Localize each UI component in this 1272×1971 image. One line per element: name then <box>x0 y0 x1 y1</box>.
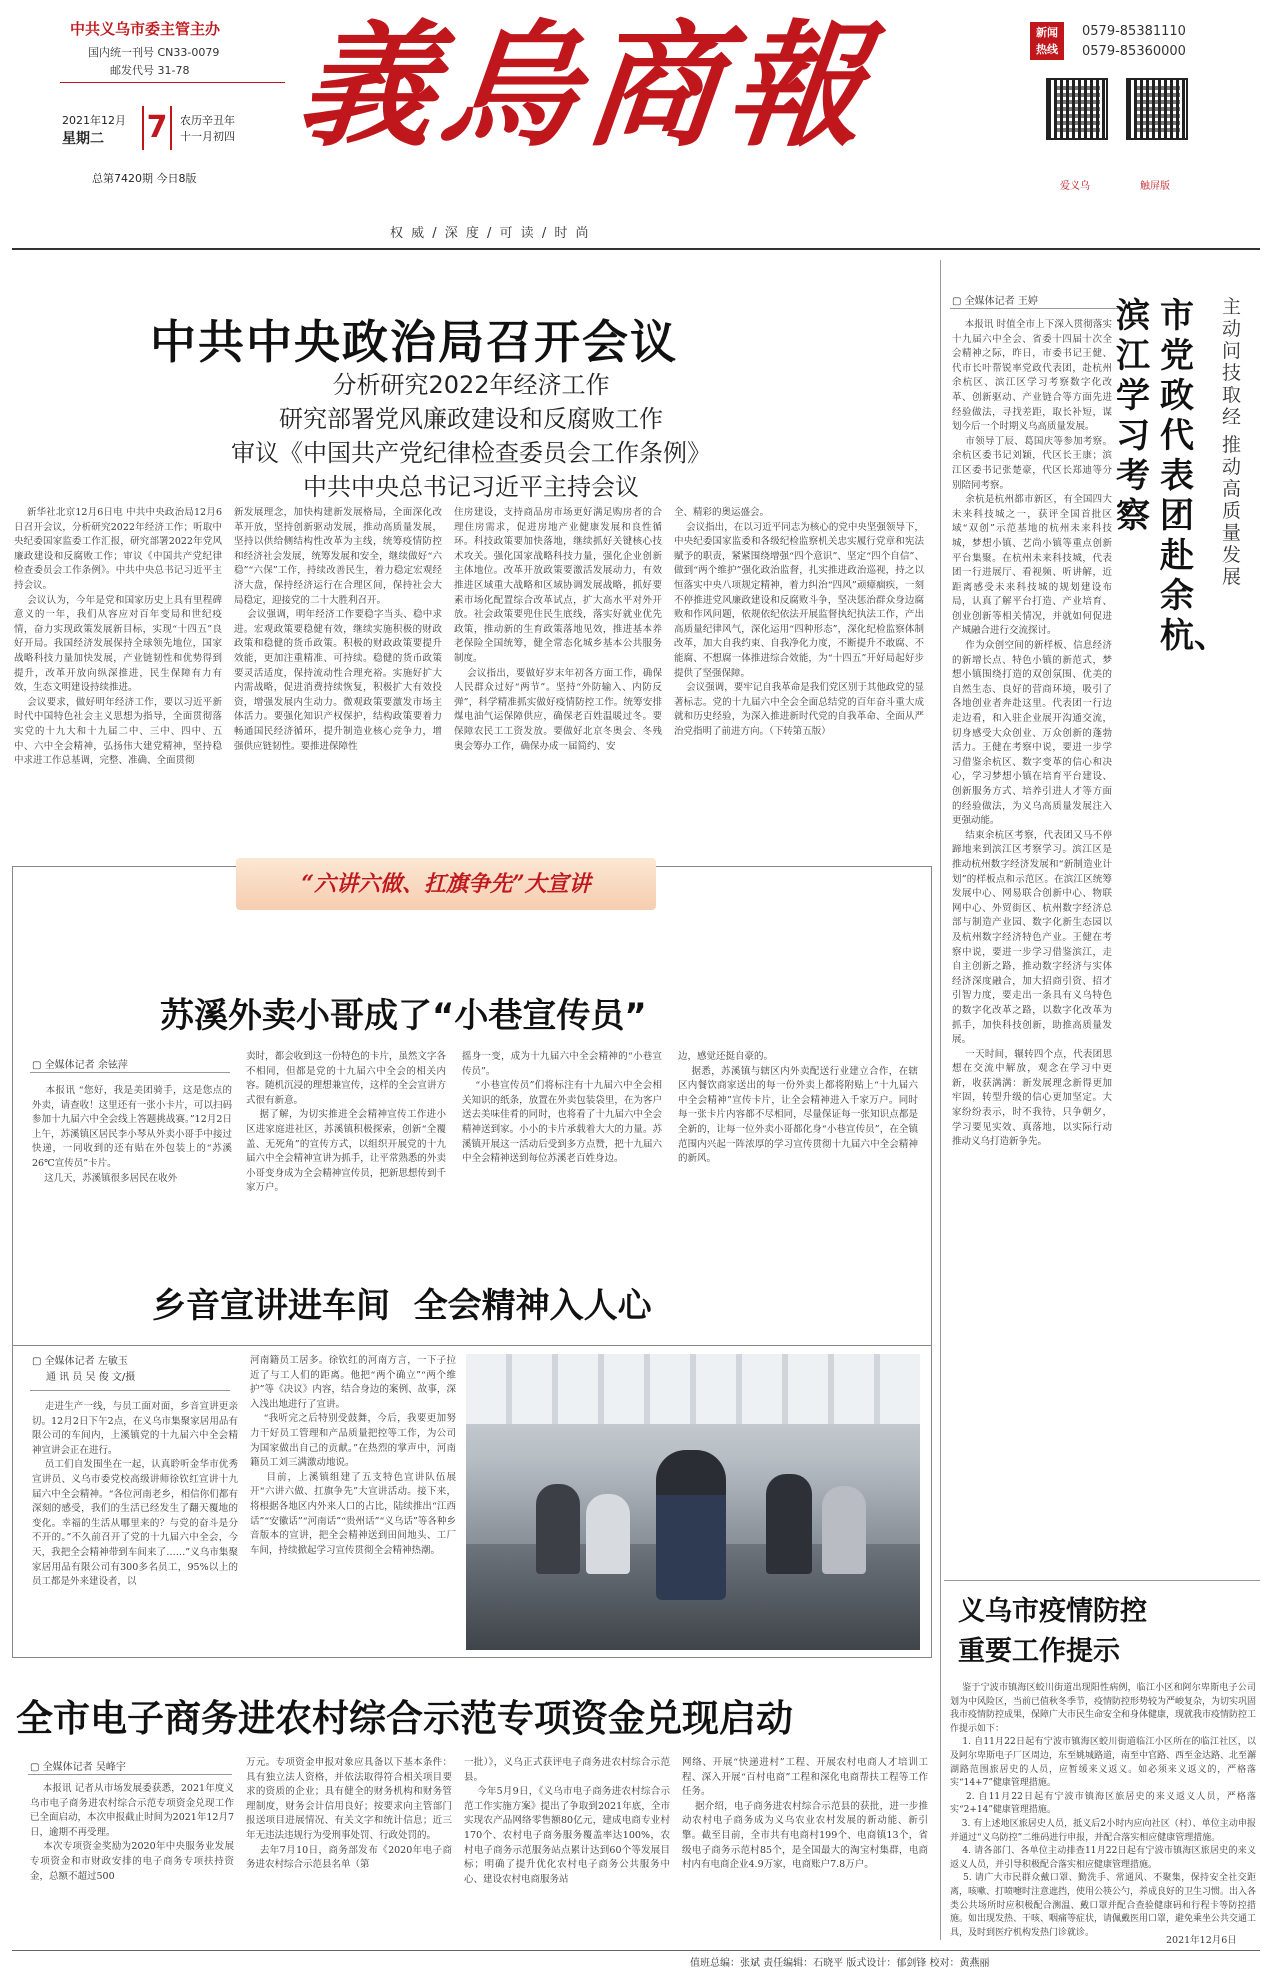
photo-listener-4 <box>822 1486 866 1574</box>
campaign-banner <box>236 858 656 910</box>
lead-column-2: 新发展理念，加快构建新发展格局，全面深化改革开放，坚持创新驱动发展，推动高质量发展，坚持以供给侧结构性改革为主线，统筹疫情防控和经济社会发展，统筹发展和安全，继续做好“六稳”“六保”工作，持续改善民生，着力稳定宏观经济大盘，保持经济运行在合理区间，保持社会大局稳定，迎接党的二十大胜利召开。 会议强调，明年经济工作要稳字当头、稳中求进。宏观政策要稳健有效，继续实施积极的财政政策和稳健的货币政策。积极的财政政策要提升效能，更加注重精准、可持续。稳健的货币政策要灵活适度，保持流动性合理充裕。实施好扩大内需战略，促进消费持续恢复，积极扩大有效投资，增强发展内生动力。微观政策要激发市场主体活力。要强化知识产权保护，结构政策要着力畅通国民经济循环，提升制造业核心竞争力，增强供应链韧性。要推进保障性 <box>234 507 442 752</box>
date-year-month: 2021年12月 <box>62 114 126 127</box>
hotline-label-1: 新闻 <box>1036 26 1058 39</box>
story2-column-3: 摇身一变，成为十九届六中全会精神的“小巷宣传员”。 “小巷宣传员”们将标注有十九届六中全会相关知识的纸条，放置在外卖包装袋里，在为客户送去美味佳肴的同时，也将看了十九届六中全会精神送到家。小小的卡片承载着大大的力量。苏溪镇开展这一活动后受到多方点赞，把十九届六中全会精神送到每位苏溪老百姓身边。 <box>462 1051 662 1165</box>
story5-body-top: 本报讯 时值全市上下深入贯彻落实十九届六中全会、省委十四届十次全会精神之际，昨日，市委书记王健、代市长叶帮锐率党政代表团，赴杭州余杭区、滨江区学习考察数字化改革、创新驱动、产业链合等方面先进经验做法，寻找差距，取长补短，谋划今后一个时期义乌高质量发展。 市领导丁辰、葛国庆等参加考察。余杭区委书记刘颖，代区长王康；滨江区委书记张楚豪，代区长郑迪等分别陪同考察。 余杭是杭州都市新区，有全国四大未来科技城之一，获评全国首批区域“双创”示范基地的杭州未来科技城，梦想小镇、艺尚小镇等重点创新平台集聚。在杭州未来科技城，代表团一行进展厅、看视频、听讲解，近距离感受未来科技城的规划建设布局，认真了解平台打造、产业培育、创业创新等相关情况，并就如何促进产城融合进行交流探讨。 作为众创空间的新样板、信息经济的新增长点、特色小镇的新范式，梦想小镇围绕打造的双创氛围、优美的自然生态、良好的营商环境，吸引了各地创业者奔赴这里。代表团一行边走边看，和入驻企业展开沟通交流，切身感受大众创业、万众创新的蓬勃活力。王健在考察中说，要进一步学习借鉴余杭区、数字变革的信心和决心，学习梦想小镇在培育平台建设、创新服务方式、培养引进人才等方面的经验做法，为义乌高质量发展注入更强动能。 结束余杭区考察，代表团又马不停蹄地来到滨江区考察学习。滨江区是推动杭州数字经济发展和“新制造业计划”的样板点和示范区。在滨江区统筹发展中心、网易联合创新中心、物联网中心、外贸街区、杭州数字经济总部与制造产业园、数字化新生态园以及杭州数字经济特色产业。王健在考察中说，要进一步学习借鉴滨江，走自主创新之路，推动数字经济与实体经济深度融合，加大招商引资、招才引智力度，要走出一条具有义乌特色的数字化改革之路，以数字化改革为抓手，加快科技创新，助推高质量发展。 一天时间，辗转四个点，代表团思想在交流中解放，观念在学习中更新，收获满满：新发展理念新得更加牢固，转型升级的信心更加坚定。大家纷纷表示，时不我待，只争朝夕，学习要见实效、真落地，以实际行动推动义乌打造新争先。 <box>952 319 1112 1148</box>
slogan: 权 威 / 深 度 / 可 读 / 时 尚 <box>390 226 591 241</box>
story5-subhead-1: 主动问技取经 <box>1222 296 1242 428</box>
factory-photo <box>466 1354 920 1650</box>
story5-headline-1: 市党政代表团赴余杭、 <box>1160 296 1228 656</box>
hotline-label-2: 热线 <box>1036 43 1058 56</box>
lead-subhead-2: 研究部署党风廉政建设和反腐败工作 <box>279 405 663 433</box>
story3-byline <box>32 1354 135 1386</box>
lead-subhead-1: 分析研究2022年经济工作 <box>332 371 610 399</box>
story2-byline-text: 全媒体记者 余铉萍 <box>44 1060 128 1071</box>
photo-listener-3 <box>766 1474 812 1574</box>
story6-headline-2: 重要工作提示 <box>958 1636 1120 1667</box>
story4-byline-text: 全媒体记者 吴峰宇 <box>42 1762 126 1773</box>
story4-column-2: 万元。专项资金申报对象应具备以下基本条件：具有独立法人资格，并依法取得符合相关项目要求的资质的企业；具有健全的财务机构和财务管理制度，财务会计信用良好；按要求向主管部门报送项目进展情况、有关文字和统计信息；近三年无违法违规行为受刑事处罚、行政处罚的。 去年7月10日，商务部发布《2020年电子商务进农村综合示范县名单（第 <box>246 1757 452 1871</box>
camera-icon: ▢ <box>30 1762 43 1773</box>
qr2-label: 触屏版 <box>1140 181 1170 192</box>
lead-column-4: 全、精彩的奥运盛会。 会议指出，在以习近平同志为核心的党中央坚强领导下，中央纪委国家监委和各级纪检监察机关忠实履行党章和宪法赋予的职责，紧紧围绕增强“四个意识”、坚定“四个自信”、做到“两个维护”强化政治监督，扎实推进政治巡视，持之以恒落实中央八项规定精神，着力纠治“四风”顽瘴痼疾，一刻不停推进党风廉政建设和反腐败斗争，坚决惩治群众身边腐败和作风问题，依规依纪依法开展监督执纪执法工作，产出高质量纪律风气，深化运用“四种形态”，深化纪检监察体制改革，加大自我约束、自我净化力度，不断提升不敢腐、不能腐、不想腐一体推进综合效能，为“十四五”开好局起好步提供了坚强保障。 会议强调，要牢记自我革命是我们党区别于其他政党的显著标志。党的十九届六中全会全面总结党的百年奋斗重大成就和历史经验，为深入推进新时代党的自我革命、全面从严治党指明了前进方向。（下转第五版） <box>674 507 924 737</box>
camera-icon: ▢ <box>32 1356 45 1367</box>
phone-2: 0579-85360000 <box>1082 44 1186 59</box>
lead-subheads <box>12 368 930 504</box>
story6-body: 鉴于宁波市镇海区蛟川街道出现阳性病例，临江小区和阿尔卑斯电子公司划为中风险区，当前已值秋冬季节，疫情防控形势较为严峻复杂，为切实巩固我市疫情防控成果，保障广大市民生命安全和身体健康，现就我市疫情防控工作提示如下： 1. 自11月22日起有宁波市镇海区蛟川街道临江小区所在的临江社区，以及阿尔卑斯电子厂区周边，东至姚城路道，南至中官路、西至金达路、北至澥湖路范围旅居史的人员，应暂缓来义返义。如必须来义返义的，严格落实“14+7”健康管理措施。 2. 自11月22日起有宁波市镇海区旅居史的来义返义人员，严格落实“2+14”健康管理措施。 3. 有上述地区旅居史人员，抵义后2小时内应向社区（村）、单位主动申报并通过“义乌防控”二维码进行申报，并配合落实相应健康管理措施。 4. 请各部门、各单位主动排查11月22日起有宁波市镇海区旅居史的来义返义人员，并引导积极配合落实相应健康管理措施。 5. 请广大市民群众戴口罩、勤洗手、常通风、不聚集，保持安全社交距离，咳嗽、打喷嚏时注意遮挡，使用公筷公勺，养成良好的卫生习惯。出入各类公共场所时应积极配合测温、戴口罩并配合查验健康码和行程卡等防控措施。如出现发热、干咳、咽痛等症状，请佩戴医用口罩，避免乘坐公共交通工具，及时到医疗机构发热门诊就诊。 <box>950 1683 1257 1938</box>
newspaper-title: 義烏商報 <box>291 6 881 165</box>
weekday: 星期二 <box>62 131 104 147</box>
footer-credits: 值班总编：张斌 责任编辑：石晓平 版式设计：郁剑锋 校对：黄燕丽 <box>690 1958 990 1969</box>
story4-byline-rule <box>28 1774 232 1775</box>
story5-subhead <box>1222 296 1244 588</box>
story2-column-2: 卖时，都会收到这一份特色的卡片，虽然文字各不相同，但都是党的十九届六中全会的相关内容。随机沉浸的理想兼宣传，这样的全会宣讲方式很有新意。 据了解，为切实推进全会精神宣传工作进小区进家庭进社区，苏溪镇积极探索，创新“全覆盖、无死角”的宣传方式，以组织开展党的十九届六中全会精神宣讲为抓手，让平常熟悉的外卖小哥变身成为全会精神宣传员，把新思想传到千家万户。 <box>246 1051 446 1194</box>
story3-byline-1: 全媒体记者 左敏玉 <box>44 1356 128 1367</box>
lunar-year: 农历辛丑年 <box>180 114 235 127</box>
story3-column-1: 走进生产一线，与员工面对面，乡音宣讲更亲切。12月2日下午2点，在义乌市集聚家居用品有限公司的车间内，上溪镇党的十九届六中全会精神宣讲会正在进行。 员工们自发围坐在一起，认真聆听金华市优秀宣讲员、义乌市委党校高级讲师徐钦红宣讲十九届六中全会精神。“各位河南老乡，相信你们都有深刻的感受，我们的生活已经发生了翻天覆地的变化。幸福的生活从哪里来的？与党的奋斗是分不开的。”不久前召开了党的十九届六中全会，今天，我把全会精神带到车间来了……”义乌市集聚家居用品有限公司有300多名员工，95%以上的员工都是外来建设者，以 <box>32 1401 238 1588</box>
photo-speaker <box>656 1450 726 1600</box>
qr1-label: 爱义乌 <box>1060 181 1090 192</box>
qr-code-icon <box>1126 78 1188 140</box>
story5-subhead-2: 推动高质量发展 <box>1222 434 1242 588</box>
phone-1: 0579-85381110 <box>1082 24 1186 39</box>
story5-headline <box>1160 296 1228 656</box>
sponsor: 中共义乌市委主管主办 <box>70 20 221 38</box>
story3-headline: 乡音宣讲进车间 全会精神入人心 <box>152 1286 652 1326</box>
date-day: 7 <box>142 106 172 150</box>
story3-column-2: 河南籍员工居多。徐钦红的河南方言，一下子拉近了与工人们的距离。他把“两个确立”“两个维护”等《决议》内容，结合身边的案例、故事，深入浅出地进行了宣讲。 “我听完之后特别受鼓舞，今后，我要更加努力干好员工管理和产品质量把控等工作，为公司为国家做出自己的贡献。”在热烈的掌声中，河南籍员工刘三满激动地说。 目前，上溪镇组建了五支特色宣讲队伍展开“六讲六做、扛旗争先”大宣讲活动。接下来，将根据各地区内外来人口的占比，陆续推出“江西话”“安徽话”“河南话”“贵州话”“义乌话”等各种乡音版本的宣讲，把全会精神送到田间地头、工厂车间，持续掀起学习宣传贯彻全会精神热潮。 <box>250 1355 456 1556</box>
story4-column-3: 一批）》，义乌正式获评电子商务进农村综合示范县。 今年5月9日，《义乌市电子商务进农村综合示范工作实施方案》提出了争取到2021年底，全市实现农产品网络零售额80亿元，建成电商专业村170个、农村电子商务服务覆盖率达100%，农村电子商务示范服务站点累计达到60个等发展目标；明确了提升优化农村电子商务公共服务中心、建设农村电商服务站 <box>464 1757 670 1885</box>
story4-headline: 全市电子商务进农村综合示范专项资金兑现启动 <box>16 1697 793 1740</box>
postal-code: 邮发代号 31-78 <box>110 64 190 77</box>
footer-rule <box>12 1950 1260 1951</box>
story2-byline-rule <box>30 1072 230 1073</box>
lead-column-3: 住房建设，支持商品房市场更好满足购房者的合理住房需求，促进房地产业健康发展和良性循环。科技政策要加快落地，继续抓好关键核心技术攻关。强化国家战略科技力量，强化企业创新主体地位。改革开放政策要激活发展动力，有效推进区域重大战略和区域协调发展战略，抓好要素市场化配置综合改革试点，扩大高水平对外开放。社会政策要兜住民生底线，落实好就业优先政策，推动新的生育政策落地见效，推进基本养老保险全国统筹，健全常态化城乡基本公共服务制度。 会议指出，要做好岁末年初各方面工作，确保人民群众过好“两节”。坚持“外防输入、内防反弹”，科学精准抓实做好疫情防控工作。统筹安排煤电油气运保障供应，确保老百姓温暖过冬。要保障农民工工资发放。要做好北京冬奥会、冬残奥会筹办工作，确保办成一届简约、安 <box>454 507 662 752</box>
masthead-divider <box>60 82 285 83</box>
lead-subhead-3: 审议《中国共产党纪律检查委员会工作条例》 <box>231 439 711 467</box>
issue-number: 总第7420期 今日8版 <box>92 172 197 185</box>
story4-column-4: 网络、开展“快递进村”工程、开展农村电商人才培训工程、深入开展“百村电商”工程和深化电商帮扶工程等工作任务。 据介绍，电子商务进农村综合示范县的获批，进一步推动农村电子商务成为义乌农业农村发展的新动能、新引擎。截至目前，全市共有电商村199个、电商镇13个，省级电子商务示范村85个，是全国最大的淘宝村集群，电商村内有电商企业4.9万家，电商账户7.8万户。 <box>682 1757 928 1871</box>
story6-headline <box>958 1592 1147 1672</box>
story2-byline <box>32 1056 128 1071</box>
lead-column-1: 新华社北京12月6日电 中共中央政治局12月6日召开会议，分析研究2022年经济工作；听取中央纪委国家监委工作汇报，研究部署2022年党风廉政建设和反腐败工作；审议《中国共产党纪律检查委员会工作条例》。中共中央总书记习近平主持会议。 会议认为，今年是党和国家历史上具有里程碑意义的一年，我们从容应对百年变局和世纪疫情，奋力实现政策发展新目标，实现“十四五”良好开局。我国经济发展保持全球领先地位，国家战略科技力量加快发展，产业链韧性和优势得到提升，改革开放向纵深推进，民生保障有力有效，生态文明建设持续推进。 会议要求，做好明年经济工作，要以习近平新时代中国特色社会主义思想为指导，全面贯彻落实党的十九大和十九届二中、三中、四中、五中、六中全会精神，弘扬伟大建党精神，坚持稳中求进工作总基调，完整、准确、全面贯彻 <box>14 507 222 767</box>
story5-byline-rule <box>950 308 1118 309</box>
story6-headline-1: 义乌市疫情防控 <box>958 1596 1147 1627</box>
story6-signoff: 2021年12月6日 <box>1166 1935 1237 1946</box>
lead-subhead-4: 中共中央总书记习近平主持会议 <box>303 473 639 501</box>
masthead <box>0 0 1272 241</box>
story3-byline-rule <box>30 1390 230 1391</box>
camera-icon: ▢ <box>952 296 965 307</box>
right-column-divider <box>940 260 941 1940</box>
photo-window-light <box>466 1354 920 1424</box>
lunar-date: 十一月初四 <box>180 130 235 143</box>
camera-icon: ▢ <box>32 1060 45 1071</box>
story4-column-1: 本报讯 记者从市场发展委获悉，2021年度义乌市电子商务进农村综合示范专项资金兑现工作已全面启动，本次申报截止时间为2021年12月7日，逾期不再受理。 本次专项资金奖励为2020年中央服务业发展专项资金和市财政安排的电子商务专项扶持资金，总额不超过500 <box>30 1783 234 1882</box>
story5-headline-2: 滨江学习考察 <box>1116 296 1150 536</box>
story5-headline-col2 <box>1116 296 1156 536</box>
masthead-rule <box>12 248 1260 250</box>
story2-column-4: 边，感觉还挺自豪的。 据悉，苏溪镇与辖区内外卖配送行业建立合作，在辖区内餐饮商家送出的每一份外卖上都将附贴上“十九届六中全会精神”宣传卡片，让全会精神进入千家万户。同时每一张卡片内容都不尽相同，尽量保证每一张知识点都是全新的，让每一位外卖小哥都化身“小巷宣传员”，在全镇范围内兴起一阵浓厚的学习宣传贯彻十九届六中全会精神的新风。 <box>678 1051 918 1165</box>
photo-listener-2 <box>586 1494 630 1574</box>
hotline-badge <box>1030 22 1064 60</box>
lead-headline: 中共中央政治局召开会议 <box>150 315 678 369</box>
story2-column-1: 本报讯 “您好，我是美团骑手，这是您点的外卖，请查收！这里还有一张小卡片，可以扫码参加十九届六中全会线上答题挑战赛。”12月2日上午，苏溪镇区居民李小琴从外卖小哥手中接过快递，一同收到的还有贴在外包装上的“苏溪26℃宣传员”卡片。 这几天，苏溪镇很多居民在收外 <box>32 1085 232 1184</box>
story6-rule <box>944 1580 1260 1581</box>
story5-byline-text: 全媒体记者 王婷 <box>964 296 1038 307</box>
story3-byline-2: 通 讯 员 吴 俊 文/摄 <box>46 1372 136 1383</box>
issn: 国内统一刊号 CN33-0079 <box>88 46 220 59</box>
story2-headline: 苏溪外卖小哥成了“小巷宣传员” <box>160 996 647 1036</box>
story4-byline <box>30 1758 126 1773</box>
photo-listener-1 <box>536 1484 580 1574</box>
qr-code-icon <box>1046 78 1108 140</box>
story5-byline <box>952 292 1038 307</box>
campaign-banner-text: “六讲六做、扛旗争先”大宣讲 <box>301 871 591 897</box>
